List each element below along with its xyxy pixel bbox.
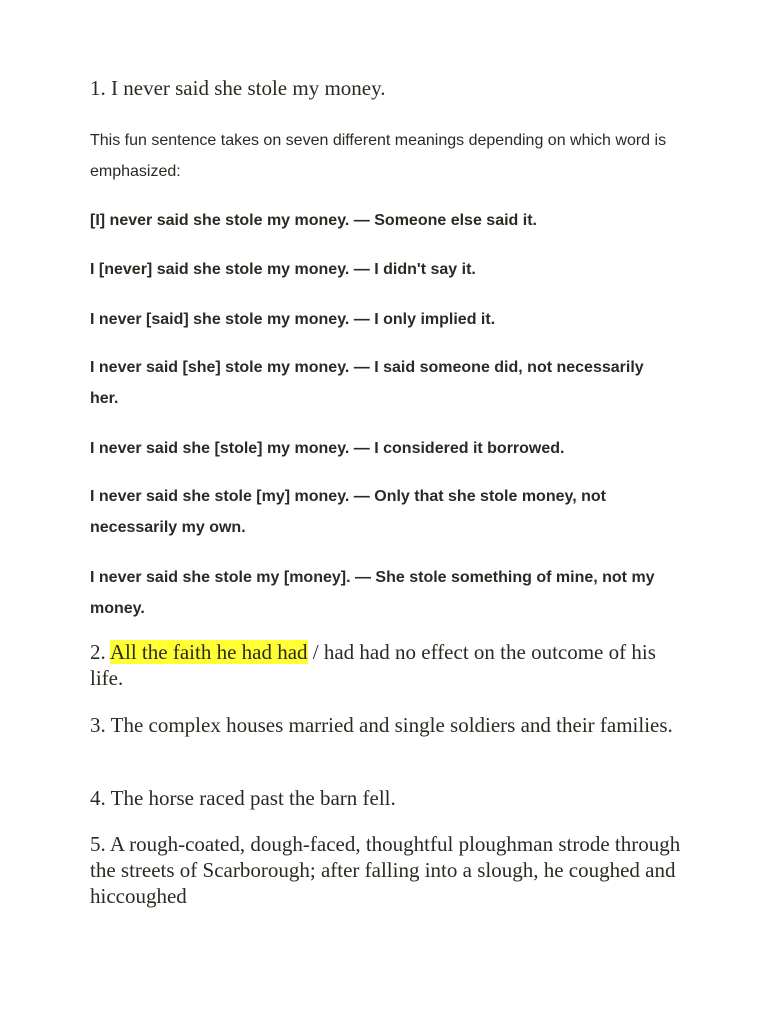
sentence-3: 3. The complex houses married and single soldiers and their families. — [90, 713, 673, 737]
meaning-line-6: I never said she stole [my] money. — Only that she stole money, not necessarily my own. — [90, 488, 606, 536]
meaning-line-4: I never said [she] stole my money. — I said someone did, not necessarily her. — [90, 359, 644, 407]
highlighted-phrase: All the faith he had had — [109, 640, 308, 664]
sentence-2 — [90, 639, 680, 691]
sentence-2-rest: / had had no effect on the outcome of his life. — [90, 640, 656, 690]
meaning-line-1: [I] never said she stole my money. — Someone else said it. — [90, 212, 537, 229]
meaning-line-3: I never [said] she stole my money. — I only implied it. — [90, 311, 496, 328]
meaning-line-7: I never said she stole my [money]. — She stole something of mine, not my money. — [90, 569, 655, 617]
sentence-4: 4. The horse raced past the barn fell. — [90, 786, 396, 810]
sentence-5: 5. A rough-coated, dough-faced, thoughtful ploughman strode through the streets of Scarborough; after falling into a slough, he coughed and hiccoughed — [90, 832, 681, 908]
heading-sentence-1: 1. I never said she stole my money. — [90, 76, 386, 100]
meaning-line-5: I never said she [stole] my money. — I considered it borrowed. — [90, 440, 565, 457]
sentence-2-number: 2. — [90, 640, 110, 664]
meaning-line-2: I [never] said she stole my money. — I didn't say it. — [90, 261, 476, 278]
intro-paragraph: This fun sentence takes on seven different meanings depending on which word is emphasized: — [90, 132, 667, 180]
